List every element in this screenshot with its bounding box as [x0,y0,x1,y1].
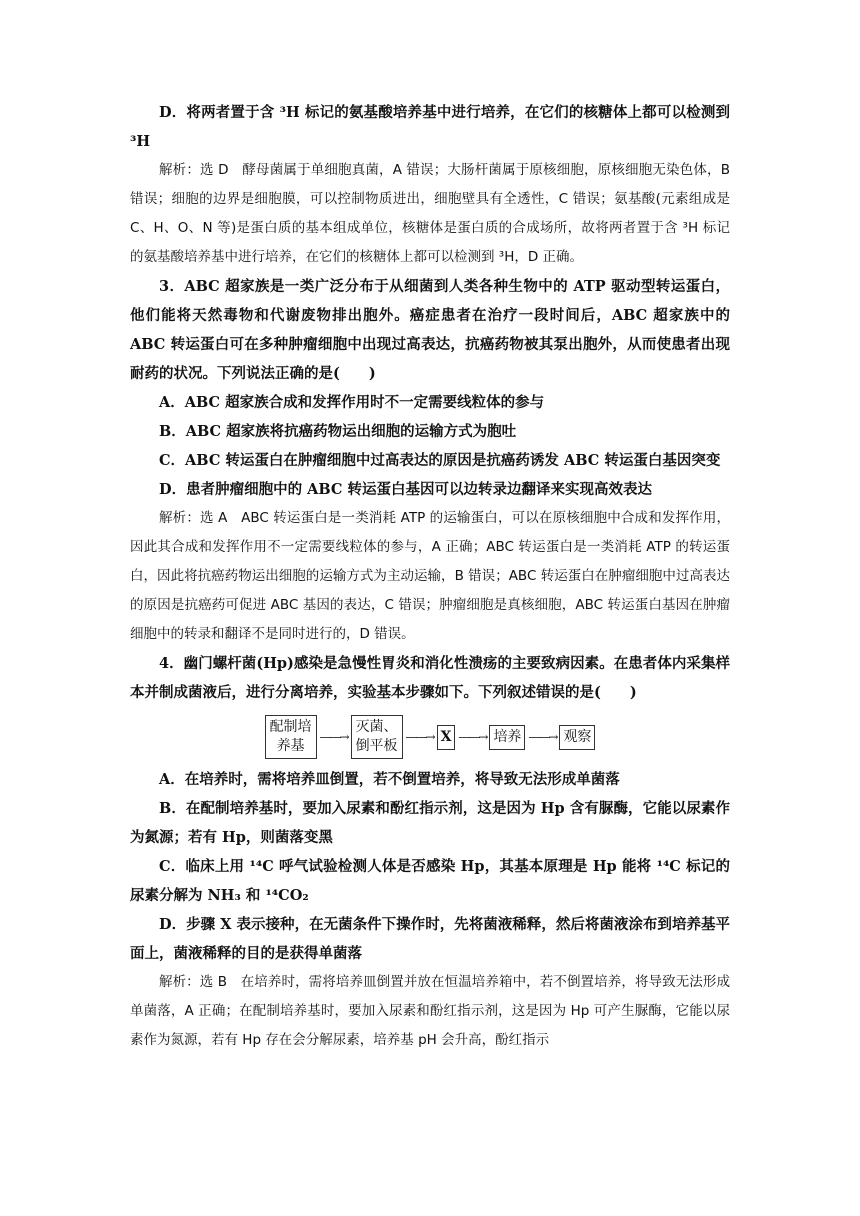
q4-option-c: C．临床上用 ¹⁴C 呼气试验检测人体是否感染 Hp，其基本原理是 Hp 能将 ¹⁴C 标记的尿素分解为 NH₃ 和 ¹⁴CO₂ [130,858,730,904]
flow-arrow-icon: ——→ [458,730,487,744]
flow-step-culture: 培养 [489,725,525,750]
q4-solution: 解析：选 B 在培养时，需将培养皿倒置并放在恒温培养箱中，若不倒置培养，将导致无法形成单菌落，A 正确；在配制培养基时，要加入尿素和酚红指示剂，这是因为 Hp 可产生脲酶，它能以尿素作为氮源，若有 Hp 存在会分解尿素，培养基 pH 会升高，酚红指示 [130,974,730,1048]
flow-arrow-icon: ——→ [528,730,557,744]
flow-step-prepare-medium: 配制培养基 [265,715,317,759]
document-body [130,98,730,1055]
q3-solution: 解析：选 A ABC 转运蛋白是一类消耗 ATP 的运输蛋白，可以在原核细胞中合成和发挥作用，因此其合成和发挥作用不一定需要线粒体的参与，A 正确；ABC 转运蛋白是一类消耗 ATP 的转运蛋白，因此将抗癌药物运出细胞的运输方式为主动运输，B 错误；ABC 转运蛋白在肿瘤细胞中过高表达的原因是抗癌药可促进 ABC 基因的表达，C 错误；肿瘤细胞是真核细胞，ABC 转运蛋白基因在肿瘤细胞中的转录和翻译不是同时进行的，D 错误。 [130,510,730,642]
flow-arrow-icon: ——→ [319,730,348,744]
q4-option-a: A．在培养时，需将培养皿倒置，若不倒置培养，将导致无法形成单菌落 [159,771,620,788]
flow-step-observe: 观察 [559,725,595,750]
q2-solution: 解析：选 D 酵母菌属于单细胞真菌，A 错误；大肠杆菌属于原核细胞，原核细胞无染色体，B 错误；细胞的边界是细胞膜，可以控制物质进出，细胞壁具有全透性，C 错误；氨基酸(元素组成是 C、H、O、N 等)是蛋白质的基本组成单位，核糖体是蛋白质的合成场所，故将两者置于含 ³H 标记的氨基酸培养基中进行培养，在它们的核糖体上都可以检测到 ³H，D 正确。 [130,162,730,265]
flow-arrow-icon: ——→ [405,730,434,744]
q3-option-a: A．ABC 超家族合成和发挥作用时不一定需要线粒体的参与 [159,394,545,411]
q3-option-d: D．患者肿瘤细胞中的 ABC 转运蛋白基因可以边转录边翻译来实现高效表达 [159,481,652,498]
flow-step-x: X [437,725,456,750]
q3-option-b: B．ABC 超家族将抗癌药物运出细胞的运输方式为胞吐 [159,423,517,440]
experiment-flowchart [130,713,730,761]
q4-stem: 4．幽门螺杆菌(Hp)感染是急慢性胃炎和消化性溃疡的主要致病因素。在患者体内采集样本并制成菌液后，进行分离培养，实验基本步骤如下。下列叙述错误的是( ) [130,655,730,701]
q4-option-b: B．在配制培养基时，要加入尿素和酚红指示剂，这是因为 Hp 含有脲酶，它能以尿素作为氮源；若有 Hp，则菌落变黑 [130,800,730,846]
q4-option-d: D．步骤 X 表示接种，在无菌条件下操作时，先将菌液稀释，然后将菌液涂布到培养基平面上，菌液稀释的目的是获得单菌落 [130,916,730,962]
flow-step-sterilize-pour: 灭菌、倒平板 [351,715,403,759]
q3-option-c: C．ABC 转运蛋白在肿瘤细胞中过高表达的原因是抗癌药诱发 ABC 转运蛋白基因突变 [159,452,721,469]
q2-option-d: D．将两者置于含 ³H 标记的氨基酸培养基中进行培养，在它们的核糖体上都可以检测到 ³H [130,104,730,150]
q3-stem: 3．ABC 超家族是一类广泛分布于从细菌到人类各种生物中的 ATP 驱动型转运蛋白，他们能将天然毒物和代谢废物排出胞外。癌症患者在治疗一段时间后，ABC 超家族中的 ABC 转运蛋白可在多种肿瘤细胞中出现过高表达，抗癌药物被其泵出胞外，从而使患者出现耐药的状况。下列说法正确的是( ) [130,278,730,382]
